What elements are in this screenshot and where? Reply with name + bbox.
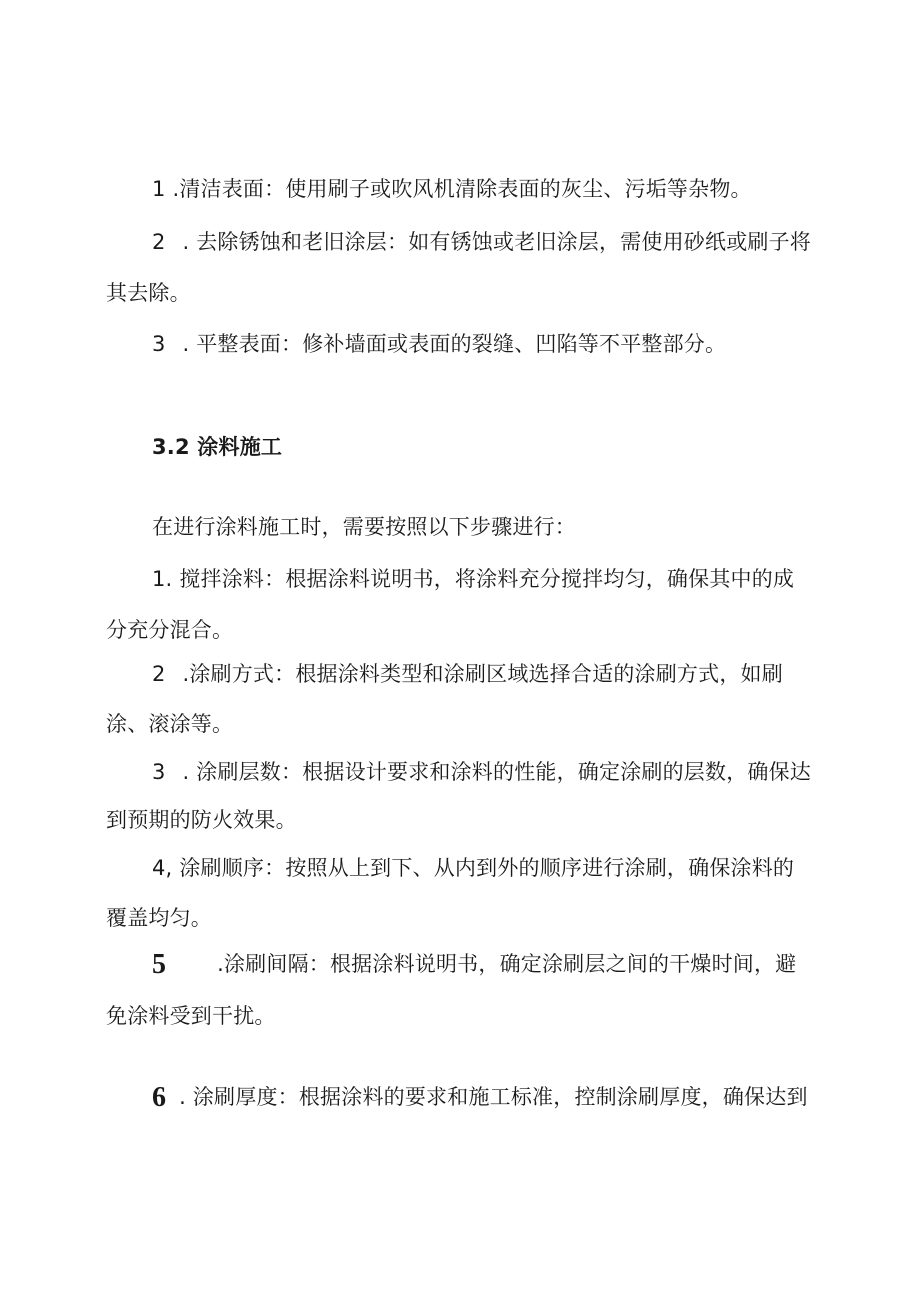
step-item-text: .涂刷方式：根据涂料类型和涂刷区域选择合适的涂刷方式，如刷 — [182, 662, 783, 686]
step-item-text: 涂刷顺序：按照从上到下、从内到外的顺序进行涂刷，确保涂料的 — [179, 856, 795, 880]
prep-item-3 — [152, 330, 726, 358]
step-item-number: 1. — [152, 567, 173, 591]
prep-item-text: . 平整表面：修补墙面或表面的裂缝、凹陷等不平整部分。 — [182, 332, 727, 356]
prep-item-text: . 去除锈蚀和老旧涂层：如有锈蚀或老旧涂层，需使用砂纸或刷子将 — [182, 230, 812, 254]
step-item-4-continuation: 覆盖均匀。 — [106, 906, 212, 930]
prep-item-2 — [152, 228, 811, 256]
step-item-6 — [152, 1083, 808, 1112]
step-item-4 — [152, 854, 794, 882]
step-item-number: 3 — [152, 760, 166, 784]
section-heading: 3.2 涂料施工 — [152, 435, 283, 459]
step-item-5-continuation: 免涂料受到干扰。 — [106, 1004, 276, 1028]
section-intro: 在进行涂料施工时，需要按照以下步骤进行： — [152, 515, 576, 539]
step-item-1 — [152, 565, 794, 593]
prep-item-number: 2 — [152, 230, 166, 254]
step-item-text: . 涂刷厚度：根据涂料的要求和施工标准，控制涂刷厚度，确保达到 — [179, 1085, 808, 1109]
prep-item-number: 1 — [152, 177, 166, 201]
step-item-text: 搅拌涂料：根据涂料说明书，将涂料充分搅拌均匀，确保其中的成 — [179, 567, 795, 591]
step-item-text: .涂刷间隔：根据涂料说明书，确定涂刷层之间的干燥时间，避 — [217, 952, 797, 976]
prep-item-2-continuation: 其去除。 — [106, 281, 191, 305]
step-item-1-continuation: 分充分混合。 — [106, 618, 234, 642]
step-item-5 — [152, 950, 796, 979]
prep-item-1 — [152, 175, 752, 203]
step-item-2-continuation: 涂、滚涂等。 — [106, 712, 234, 736]
step-item-3 — [152, 758, 811, 786]
step-item-number: 2 — [152, 662, 166, 686]
step-item-number: 5 — [152, 949, 167, 980]
prep-item-number: 3 — [152, 332, 166, 356]
step-item-number: 4, — [152, 856, 173, 880]
step-item-3-continuation: 到预期的防火效果。 — [106, 808, 297, 832]
prep-item-text: .清洁表面：使用刷子或吹风机清除表面的灰尘、污垢等杂物。 — [172, 177, 752, 201]
step-item-2 — [152, 660, 783, 688]
step-item-text: . 涂刷层数：根据设计要求和涂料的性能，确定涂刷的层数，确保达 — [182, 760, 812, 784]
step-item-number: 6 — [152, 1082, 167, 1113]
